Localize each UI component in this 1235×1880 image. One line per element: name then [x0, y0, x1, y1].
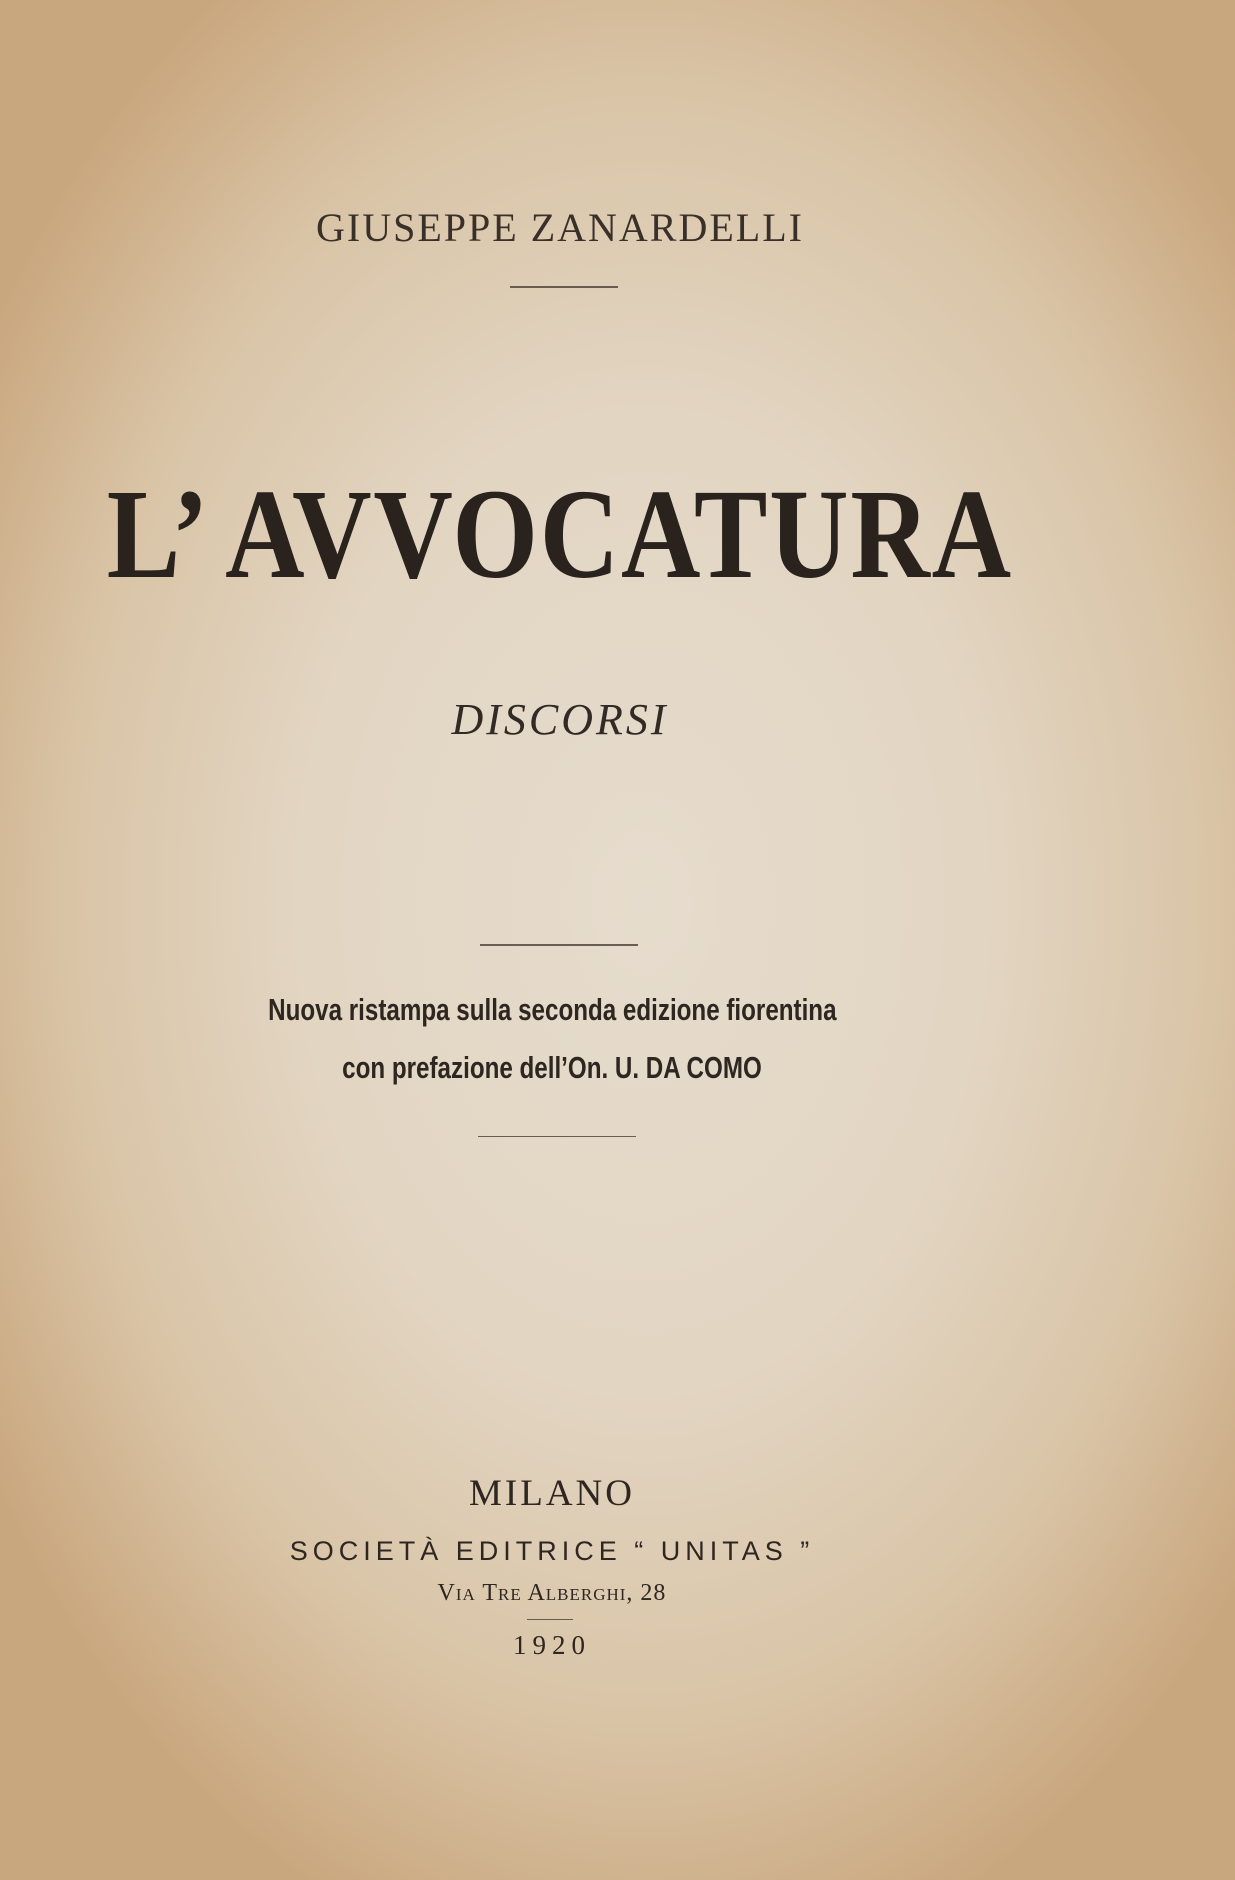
book-subtitle: DISCORSI [451, 695, 669, 744]
imprint-year: 1920 [513, 1630, 591, 1660]
edition-note-line1-text: Nuova ristampa sulla seconda edizione fiorentina [267, 992, 837, 1027]
divider-rule [478, 1136, 636, 1137]
book-title-text: L’ AVVOCATURA [106, 463, 1014, 605]
author-name: GIUSEPPE ZANARDELLI [316, 205, 804, 250]
imprint-address: Via Tre Alberghi, 28 [437, 1580, 667, 1606]
edition-note-line2-text: con prefazione dell’On. U. DA COMO [342, 1050, 762, 1085]
divider-rule [480, 944, 638, 946]
edition-note-line2 [0, 1050, 1104, 1086]
imprint-city: MILANO [469, 1473, 635, 1514]
imprint-publisher: SOCIETÀ EDITRICE “ UNITAS ” [289, 1536, 815, 1566]
book-title [0, 463, 1120, 605]
edition-note-line1 [0, 992, 1104, 1028]
divider-rule [527, 1619, 573, 1620]
divider-rule [510, 286, 618, 288]
